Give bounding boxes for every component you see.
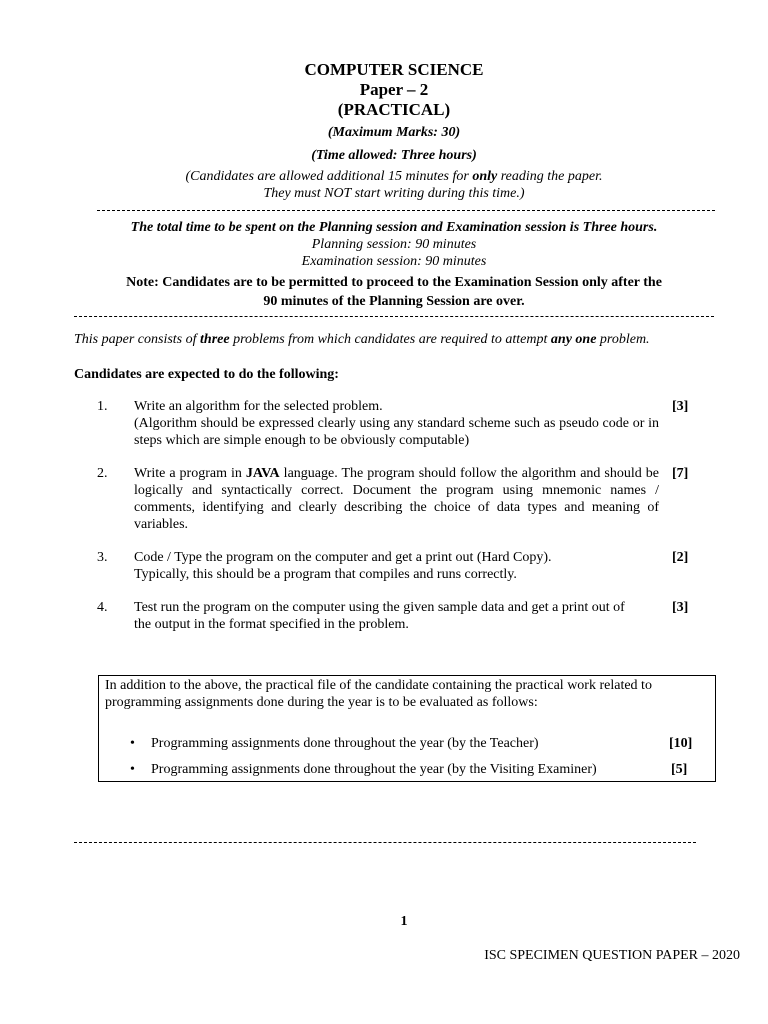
task-text: Code / Type the program on the computer and get a print out (Hard Copy). Typically, this should be a program that compiles and runs correctly. bbox=[134, 550, 552, 582]
paper-consists-statement: This paper consists of three problems from which candidates are required to attempt any one problem. bbox=[74, 332, 650, 347]
practical-file-box: In addition to the above, the practical file of the candidate containing the practical work related to programming assignments done during the year is to be evaluated as follows: • Programming assignments done throughout the year (by the Teacher) [10] • Programming assignments done throughout the year (by the Visiting Examiner) [5] bbox=[98, 675, 716, 782]
evaluation-marks: [5] bbox=[671, 762, 688, 777]
practical-file-intro: In addition to the above, the practical file of the candidate containing the practical work related to programming assignments done during the year is to be evaluated as follows: bbox=[105, 678, 652, 710]
bullet-icon: • bbox=[130, 762, 135, 777]
divider-bottom bbox=[74, 842, 696, 843]
divider-top bbox=[97, 210, 715, 211]
task-number: 3. bbox=[97, 550, 108, 565]
total-time-statement: The total time to be spent on the Planning session and Examination session is Three hours. bbox=[130, 220, 658, 235]
note-line-2: 90 minutes of the Planning Session are over. bbox=[263, 294, 525, 309]
task-text: Test run the program on the computer using the given sample data and get a print out of the output in the format specified in the problem. bbox=[134, 600, 625, 632]
task-marks: [2] bbox=[672, 550, 689, 565]
note-line-1: Note: Candidates are to be permitted to proceed to the Examination Session only after the bbox=[126, 275, 662, 290]
subject-title: COMPUTER SCIENCE bbox=[304, 60, 484, 79]
footer-label: ISC SPECIMEN QUESTION PAPER – 2020 bbox=[484, 948, 740, 963]
bullet-icon: • bbox=[130, 736, 135, 751]
examination-session: Examination session: 90 minutes bbox=[301, 254, 487, 269]
expected-heading: Candidates are expected to do the following: bbox=[74, 367, 339, 382]
evaluation-marks: [10] bbox=[669, 736, 693, 751]
page-number: 1 bbox=[400, 914, 408, 929]
task-text: Write an algorithm for the selected problem. (Algorithm should be expressed clearly using any standard scheme such as pseudo code or in steps which are simple enough to be obviously computable) bbox=[134, 399, 659, 448]
paper-type: (PRACTICAL) bbox=[337, 100, 451, 119]
planning-session: Planning session: 90 minutes bbox=[311, 237, 477, 252]
task-marks: [7] bbox=[672, 466, 689, 481]
maximum-marks: (Maximum Marks: 30) bbox=[327, 125, 461, 140]
task-number: 1. bbox=[97, 399, 108, 414]
task-text: Write a program in JAVA language. The program should follow the algorithm and should be logically and syntactically correct. Document the program using mnemonic names / comments, identifying and clearly describing the choice of data types and meaning of variables. bbox=[134, 466, 659, 532]
task-number: 4. bbox=[97, 600, 108, 615]
reading-time-line-2: They must NOT start writing during this time.) bbox=[263, 186, 525, 201]
paper-number: Paper – 2 bbox=[359, 80, 429, 99]
time-allowed: (Time allowed: Three hours) bbox=[311, 148, 477, 163]
task-marks: [3] bbox=[672, 399, 689, 414]
task-number: 2. bbox=[97, 466, 108, 481]
reading-time-line-1: (Candidates are allowed additional 15 minutes for only reading the paper. bbox=[185, 169, 603, 184]
divider-middle bbox=[74, 316, 714, 317]
task-marks: [3] bbox=[672, 600, 689, 615]
